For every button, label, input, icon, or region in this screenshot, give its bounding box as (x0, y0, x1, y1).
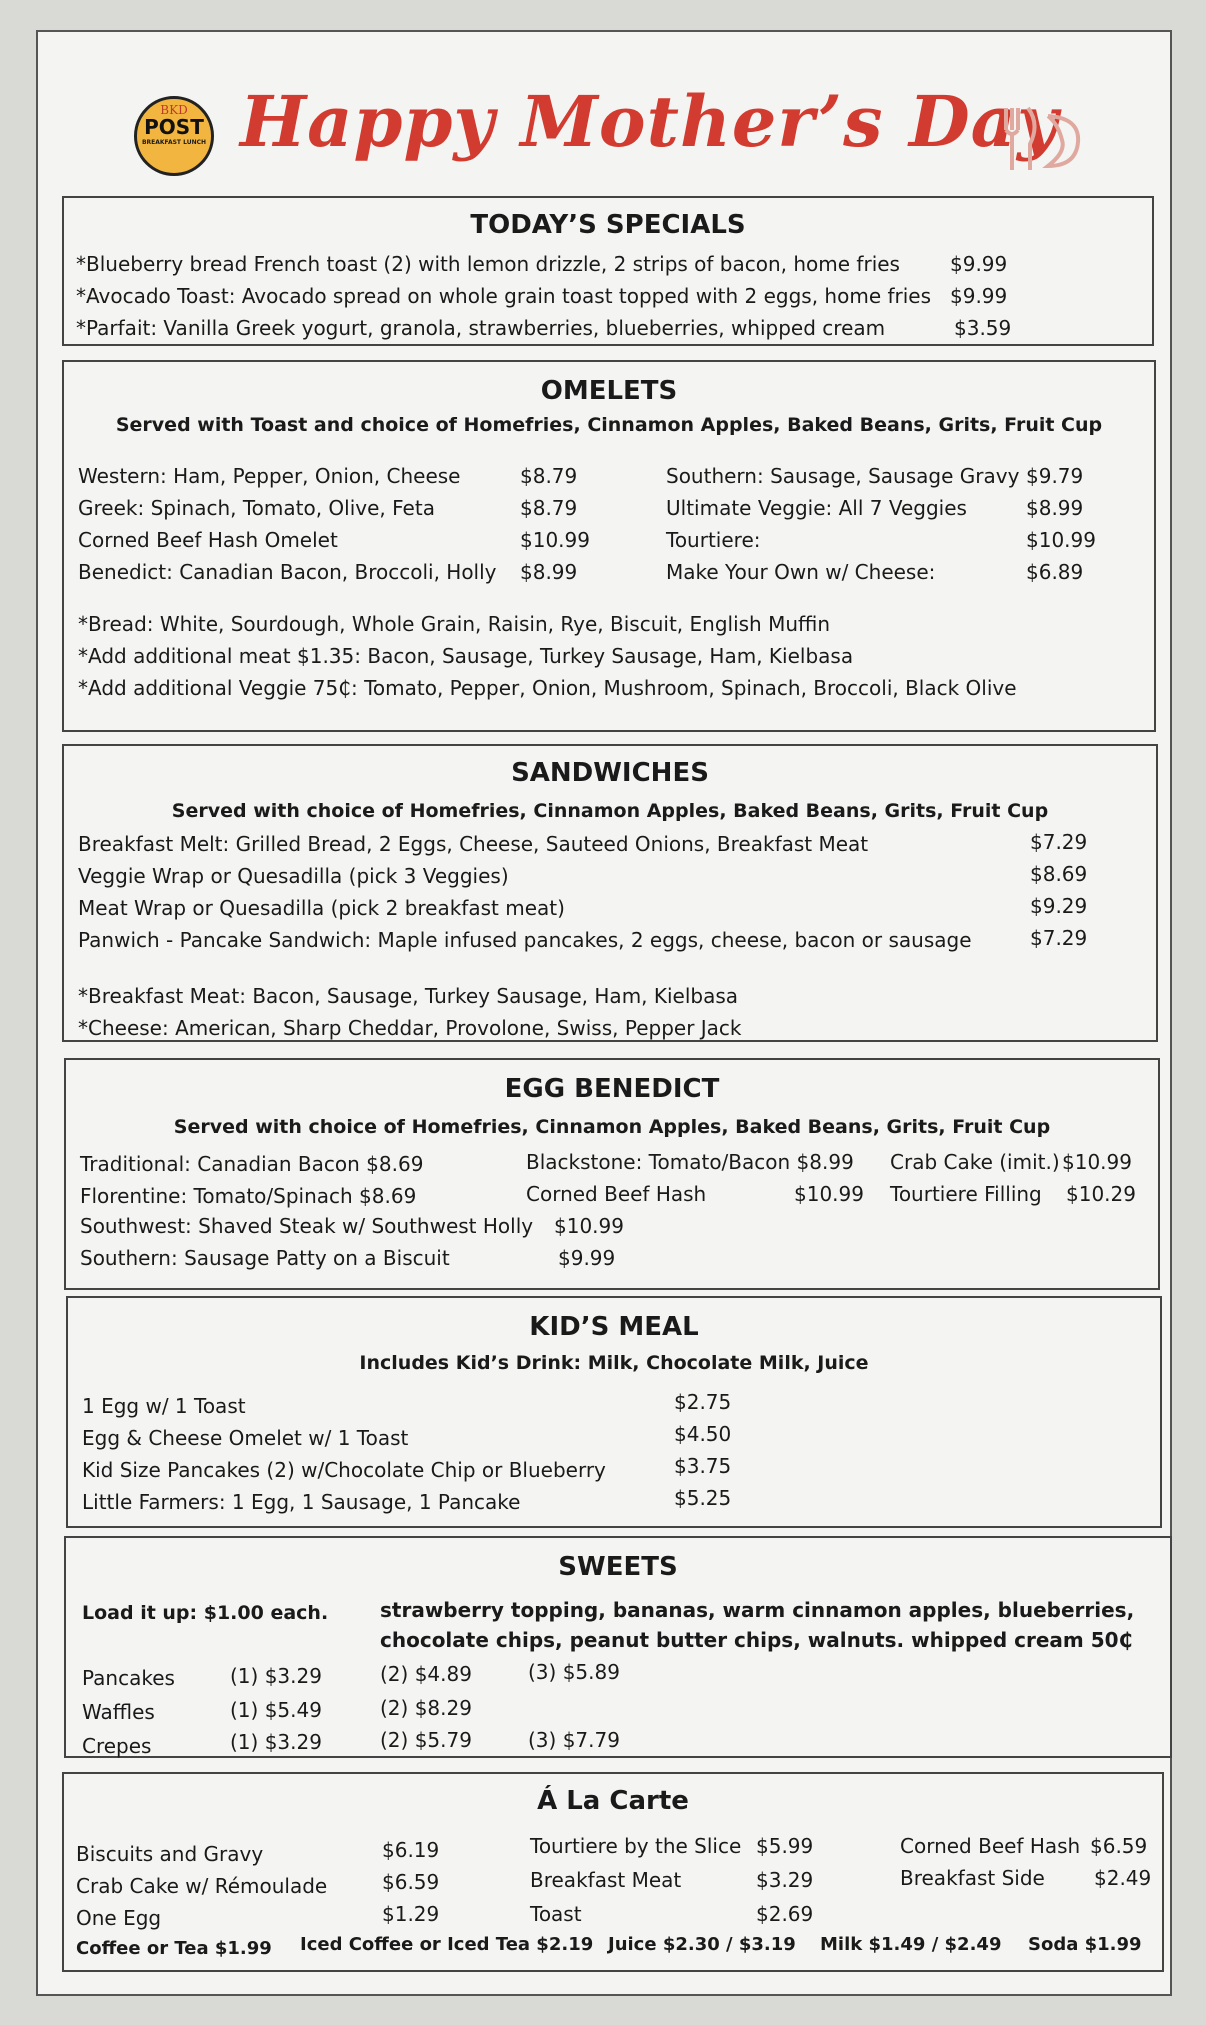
sweets-item-name: Waffles (82, 1700, 155, 1724)
omelet-item-name: Corned Beef Hash Omelet (78, 528, 338, 552)
benedict-item-price: $9.99 (558, 1246, 616, 1270)
sandwich-item-name: Breakfast Melt: Grilled Bread, 2 Eggs, Cheese, Sauteed Onions, Breakfast Meat (78, 832, 869, 856)
drink-item: Iced Coffee or Iced Tea $2.19 (300, 1934, 594, 1955)
kids-item-price: $2.75 (674, 1390, 732, 1414)
post-logo (134, 96, 214, 176)
omelet-item-name: Tourtiere: (666, 528, 761, 552)
sandwich-item-price: $7.29 (1030, 830, 1088, 854)
sandwich-item-name: Veggie Wrap or Quesadilla (pick 3 Veggies) (78, 864, 509, 888)
sweets-section (64, 1536, 1172, 1758)
alacarte-item-price: $1.29 (382, 1902, 440, 1926)
benedict-item-price: $10.29 (1066, 1182, 1136, 1206)
alacarte-item-price: $2.49 (1094, 1866, 1152, 1890)
benedict-item-price: $10.99 (1062, 1150, 1132, 1174)
kids-item-name: Kid Size Pancakes (2) w/Chocolate Chip or Blueberry (82, 1458, 606, 1482)
menu-page (36, 30, 1172, 1996)
kids-meal-title: KID’S MEAL (529, 1312, 699, 1342)
benedict-item: Traditional: Canadian Bacon $8.69 (80, 1152, 424, 1176)
sweets-price: (1) $3.29 (230, 1664, 322, 1688)
kids-item-price: $5.25 (674, 1486, 732, 1510)
benedict-item-name: Southwest: Shaved Steak w/ Southwest Holly (80, 1214, 534, 1238)
benedict-item: Blackstone: Tomato/Bacon $8.99 (526, 1150, 854, 1174)
benedict-item-name: Crab Cake (imit.) (890, 1150, 1060, 1174)
sandwiches-subtitle: Served with choice of Homefries, Cinnamon Apples, Baked Beans, Grits, Fruit Cup (171, 800, 1049, 822)
omelet-note: *Add additional Veggie 75₵: Tomato, Pepper, Onion, Mushroom, Spinach, Broccoli, Black Olive (78, 676, 1017, 700)
benedict-item-name: Southern: Sausage Patty on a Biscuit (80, 1246, 450, 1270)
kids-item-name: Egg & Cheese Omelet w/ 1 Toast (82, 1426, 409, 1450)
kids-meal-section (66, 1296, 1162, 1528)
sweets-price: (2) $4.89 (380, 1662, 472, 1686)
sweets-item-name: Crepes (82, 1734, 152, 1758)
sandwich-item-price: $9.29 (1030, 894, 1088, 918)
benedict-title: EGG BENEDICT (504, 1074, 720, 1104)
alacarte-item-name: Tourtiere by the Slice (530, 1834, 742, 1858)
alacarte-item-price: $5.99 (756, 1834, 814, 1858)
benedict-subtitle: Served with choice of Homefries, Cinnamon Apples, Baked Beans, Grits, Fruit Cup (173, 1116, 1051, 1138)
page-title: Happy Mother’s Day (240, 80, 1059, 163)
omelet-item-price: $8.79 (520, 464, 578, 488)
omelet-item-price: $8.79 (520, 496, 578, 520)
menu-header (134, 64, 1134, 184)
sweets-price: (2) $5.79 (380, 1728, 472, 1752)
sandwiches-title: SANDWICHES (511, 758, 709, 788)
special-item-name: *Parfait: Vanilla Greek yogurt, granola, strawberries, blueberries, whipped cream (76, 316, 886, 340)
alacarte-title: Á La Carte (537, 1786, 689, 1816)
omelet-item-price: $10.99 (520, 528, 590, 552)
omelet-item-price: $8.99 (520, 560, 578, 584)
fork-knife-plate-icon (1000, 104, 1084, 174)
alacarte-item-name: Breakfast Side (900, 1866, 1045, 1890)
omelet-item-price: $6.89 (1026, 560, 1084, 584)
alacarte-item-price: $6.59 (382, 1870, 440, 1894)
kids-item-price: $3.75 (674, 1454, 732, 1478)
special-item-name: *Blueberry bread French toast (2) with lemon drizzle, 2 strips of bacon, home fries (76, 252, 900, 276)
omelet-note: *Add additional meat $1.35: Bacon, Sausage, Turkey Sausage, Ham, Kielbasa (78, 644, 854, 668)
sweets-toppings-line: strawberry topping, bananas, warm cinnamon apples, blueberries, (380, 1598, 1135, 1622)
logo-top-text: BKD (160, 103, 188, 117)
alacarte-item-name: Biscuits and Gravy (76, 1842, 264, 1866)
omelet-item-name: Benedict: Canadian Bacon, Broccoli, Holly (78, 560, 497, 584)
omelet-item-price: $8.99 (1026, 496, 1084, 520)
sandwich-item-price: $7.29 (1030, 926, 1088, 950)
sweets-toppings-line: chocolate chips, peanut butter chips, walnuts. whipped cream 50₵ (380, 1628, 1133, 1652)
sandwiches-section (62, 744, 1158, 1042)
specials-title: TODAY’S SPECIALS (470, 210, 746, 240)
special-item-name: *Avocado Toast: Avocado spread on whole grain toast topped with 2 eggs, home fries (76, 284, 932, 308)
alacarte-item-name: Breakfast Meat (530, 1868, 682, 1892)
omelet-item-name: Greek: Spinach, Tomato, Olive, Feta (78, 496, 435, 520)
kids-item-name: Little Farmers: 1 Egg, 1 Sausage, 1 Pancake (82, 1490, 521, 1514)
special-item-price: $3.59 (954, 316, 1012, 340)
drink-item: Soda $1.99 (1028, 1934, 1142, 1955)
benedict-section (64, 1058, 1160, 1290)
benedict-item: Florentine: Tomato/Spinach $8.69 (80, 1184, 417, 1208)
sweets-title: SWEETS (558, 1552, 678, 1582)
sandwich-item-name: Panwich - Pancake Sandwich: Maple infused pancakes, 2 eggs, cheese, bacon or sausage (78, 928, 972, 952)
omelet-item-name: Western: Ham, Pepper, Onion, Cheese (78, 464, 461, 488)
omelet-item-price: $10.99 (1026, 528, 1096, 552)
benedict-item-price: $10.99 (554, 1214, 624, 1238)
sandwich-note: *Cheese: American, Sharp Cheddar, Provolone, Swiss, Pepper Jack (78, 1016, 742, 1040)
benedict-item-price: $10.99 (794, 1182, 864, 1206)
logo-name: POST (144, 115, 204, 139)
sweets-price: (2) $8.29 (380, 1696, 472, 1720)
omelets-subtitle: Served with Toast and choice of Homefries, Cinnamon Apples, Baked Beans, Grits, Fruit Cup (115, 414, 1103, 436)
omelets-section (62, 360, 1156, 732)
special-item-price: $9.99 (950, 252, 1008, 276)
omelet-item-name: Southern: Sausage, Sausage Gravy (666, 464, 1020, 488)
omelet-item-price: $9.79 (1026, 464, 1084, 488)
sweets-price: (1) $3.29 (230, 1730, 322, 1754)
omelet-note: *Bread: White, Sourdough, Whole Grain, Raisin, Rye, Biscuit, English Muffin (78, 612, 831, 636)
sandwich-note: *Breakfast Meat: Bacon, Sausage, Turkey Sausage, Ham, Kielbasa (78, 984, 739, 1008)
kids-meal-subtitle: Includes Kid’s Drink: Milk, Chocolate Milk, Juice (359, 1352, 869, 1374)
omelet-item-name: Make Your Own w/ Cheese: (666, 560, 936, 584)
drink-item: Milk $1.49 / $2.49 (820, 1934, 1002, 1955)
drink-item: Juice $2.30 / $3.19 (608, 1934, 796, 1955)
benedict-item-name: Tourtiere Filling (890, 1182, 1042, 1206)
omelets-title: OMELETS (540, 376, 678, 406)
alacarte-item-name: Crab Cake w/ Rémoulade (76, 1874, 328, 1898)
drink-item: Coffee or Tea $1.99 (76, 1938, 272, 1959)
special-item-price: $9.99 (950, 284, 1008, 308)
sandwich-item-price: $8.69 (1030, 862, 1088, 886)
sweets-item-name: Pancakes (82, 1666, 175, 1690)
alacarte-section (62, 1772, 1164, 1972)
omelet-item-name: Ultimate Veggie: All 7 Veggies (666, 496, 967, 520)
sweets-price: (3) $7.79 (528, 1728, 620, 1752)
sweets-price: (3) $5.89 (528, 1660, 620, 1684)
alacarte-item-name: Toast (530, 1902, 582, 1926)
alacarte-item-name: One Egg (76, 1906, 162, 1930)
logo-subtext: BREAKFAST LUNCH (141, 139, 207, 146)
alacarte-item-price: $6.19 (382, 1838, 440, 1862)
sweets-load-note: Load it up: $1.00 each. (82, 1602, 329, 1624)
kids-item-price: $4.50 (674, 1422, 732, 1446)
alacarte-item-price: $6.59 (1090, 1834, 1148, 1858)
kids-item-name: 1 Egg w/ 1 Toast (82, 1394, 246, 1418)
sandwich-item-name: Meat Wrap or Quesadilla (pick 2 breakfast meat) (78, 896, 565, 920)
specials-section (62, 196, 1154, 346)
alacarte-item-price: $2.69 (756, 1902, 814, 1926)
benedict-item-name: Corned Beef Hash (526, 1182, 707, 1206)
alacarte-item-price: $3.29 (756, 1868, 814, 1892)
sweets-price: (1) $5.49 (230, 1698, 322, 1722)
alacarte-item-name: Corned Beef Hash (900, 1834, 1081, 1858)
